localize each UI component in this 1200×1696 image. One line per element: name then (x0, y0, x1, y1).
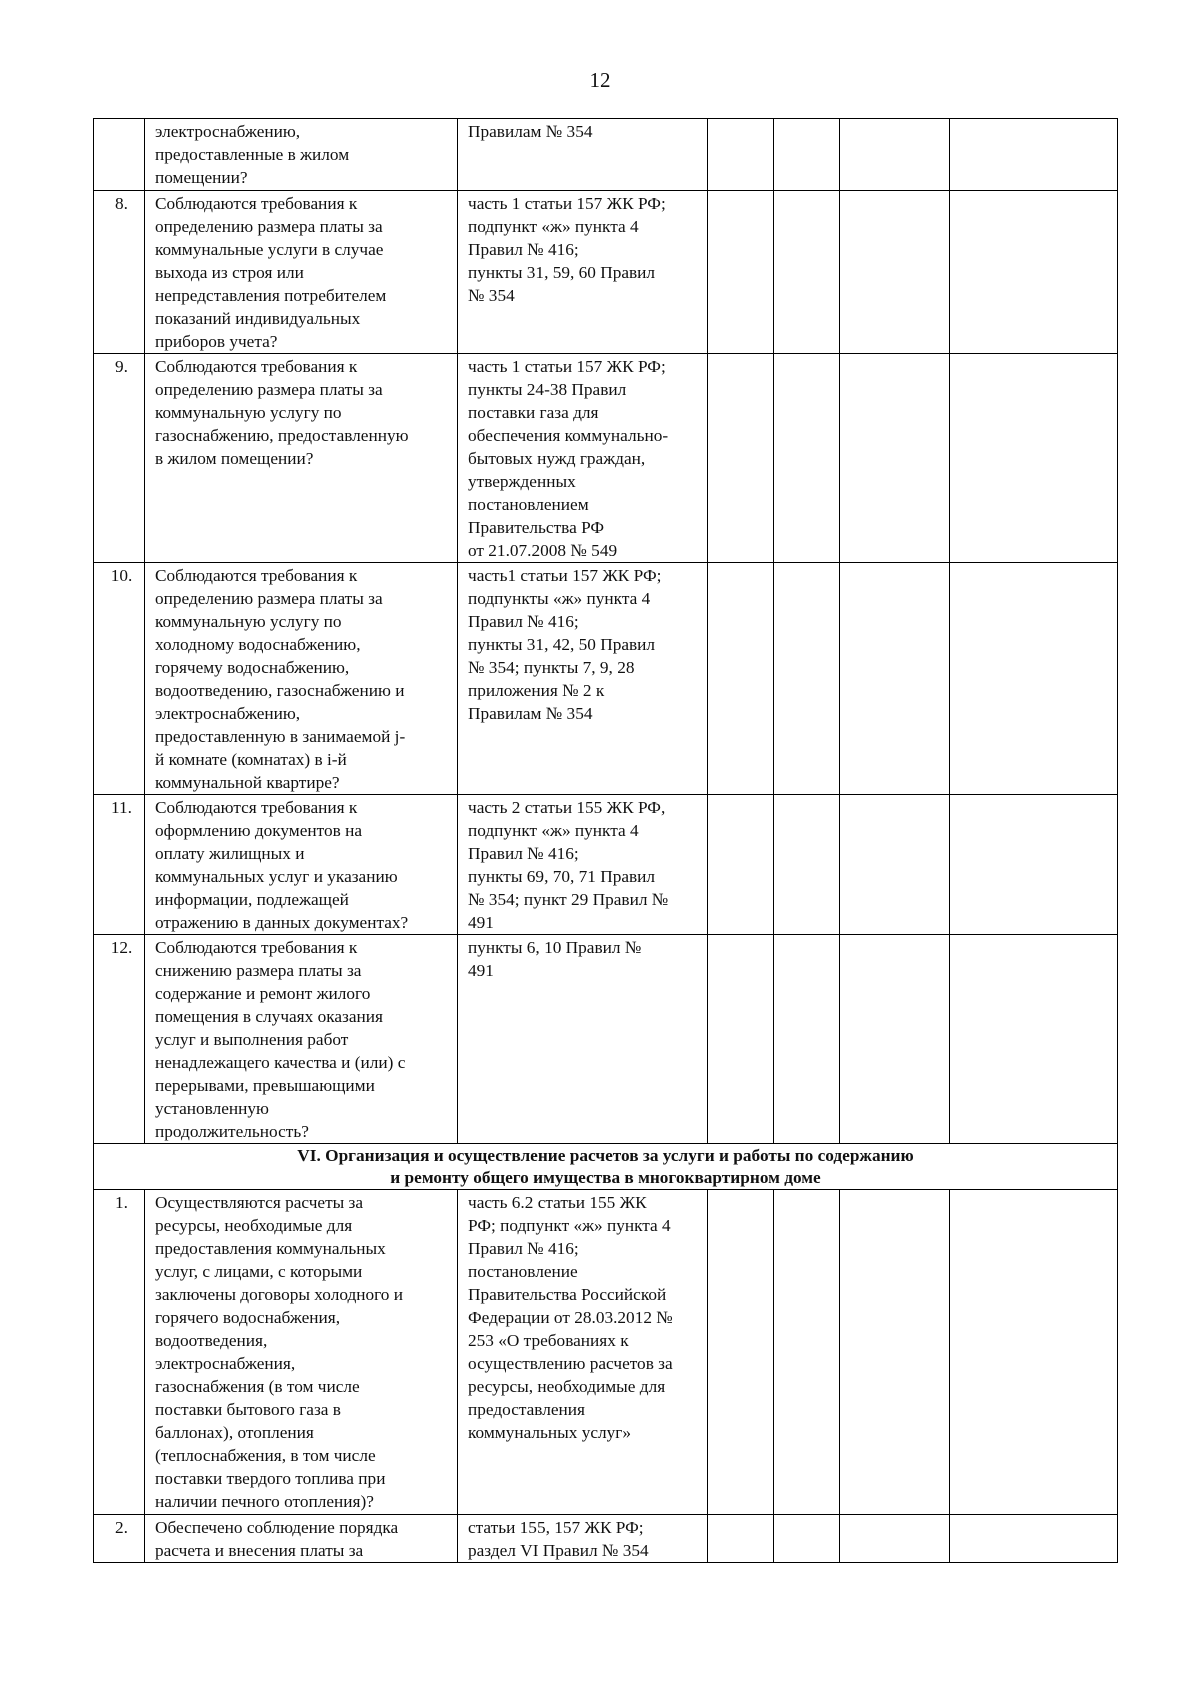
notes-cell[interactable] (950, 563, 1118, 795)
requirement-question: Обеспечено соблюдение порядка расчета и внесения платы за (145, 1515, 458, 1563)
answer-yes-cell[interactable] (708, 191, 774, 354)
answer-no-cell[interactable] (774, 191, 840, 354)
requirement-question: Соблюдаются требования к оформлению документов на оплату жилищных и коммунальных услуг и указанию информации, подлежащей отражению в данных документах? (145, 795, 458, 935)
answer-no-cell[interactable] (774, 1515, 840, 1563)
table-row (94, 119, 1118, 191)
legal-reference: пункты 6, 10 Правил № 491 (458, 935, 708, 1144)
answer-yes-cell[interactable] (708, 1190, 774, 1515)
answer-yes-cell[interactable] (708, 795, 774, 935)
legal-reference: часть 1 статьи 157 ЖК РФ; подпункт «ж» пункта 4 Правил № 416; пункты 31, 59, 60 Правил № 354 (458, 191, 708, 354)
table-row (94, 1515, 1118, 1563)
row-number: 2. (94, 1515, 145, 1563)
answer-no-cell[interactable] (774, 795, 840, 935)
page-number: 12 (589, 68, 611, 92)
requirement-question: Соблюдаются требования к снижению размера платы за содержание и ремонт жилого помещения в случаях оказания услуг и выполнения работ ненадлежащего качества и (или) с перерывами, превышающими установленную продолжительность? (145, 935, 458, 1144)
requirement-question: электроснабжению, предоставленные в жилом помещении? (145, 119, 458, 191)
row-number: 8. (94, 191, 145, 354)
notes-cell[interactable] (950, 935, 1118, 1144)
not-applicable-cell[interactable] (840, 795, 950, 935)
not-applicable-cell[interactable] (840, 1515, 950, 1563)
answer-yes-cell[interactable] (708, 354, 774, 563)
table-row (94, 563, 1118, 795)
row-number: 10. (94, 563, 145, 795)
answer-yes-cell[interactable] (708, 563, 774, 795)
answer-yes-cell[interactable] (708, 1515, 774, 1563)
table-row (94, 1190, 1118, 1515)
answer-no-cell[interactable] (774, 119, 840, 191)
answer-no-cell[interactable] (774, 935, 840, 1144)
legal-reference: часть1 статьи 157 ЖК РФ; подпункты «ж» пункта 4 Правил № 416; пункты 31, 42, 50 Правил № 354; пункты 7, 9, 28 приложения № 2 к Правилам № 354 (458, 563, 708, 795)
notes-cell[interactable] (950, 119, 1118, 191)
table-row (94, 191, 1118, 354)
not-applicable-cell[interactable] (840, 354, 950, 563)
table-row (94, 935, 1118, 1144)
notes-cell[interactable] (950, 1190, 1118, 1515)
not-applicable-cell[interactable] (840, 191, 950, 354)
row-number: 12. (94, 935, 145, 1144)
legal-reference: часть 2 статьи 155 ЖК РФ, подпункт «ж» пункта 4 Правил № 416; пункты 69, 70, 71 Правил № 354; пункт 29 Правил № 491 (458, 795, 708, 935)
not-applicable-cell[interactable] (840, 935, 950, 1144)
row-number: 1. (94, 1190, 145, 1515)
answer-no-cell[interactable] (774, 354, 840, 563)
requirement-question: Осуществляются расчеты за ресурсы, необходимые для предоставления коммунальных услуг, с лицами, с которыми заключены договоры холодного и горячего водоснабжения, водоотведения, электроснабжения, газоснабжения (в том числе поставки бытового газа в баллонах), отопления (теплоснабжения, в том числе поставки твердого топлива при наличии печного отопления)? (145, 1190, 458, 1515)
answer-yes-cell[interactable] (708, 119, 774, 191)
legal-reference: часть 1 статьи 157 ЖК РФ; пункты 24-38 Правил поставки газа для обеспечения коммунально- бытовых нужд граждан, утвержденных постановлением Правительства РФ от 21.07.2008 № 549 (458, 354, 708, 563)
answer-yes-cell[interactable] (708, 935, 774, 1144)
table-row (94, 795, 1118, 935)
row-number: 9. (94, 354, 145, 563)
row-number (94, 119, 145, 191)
legal-reference: часть 6.2 статьи 155 ЖК РФ; подпункт «ж» пункта 4 Правил № 416; постановление Правительства Российской Федерации от 28.03.2012 № 253 «О требованиях к осуществлению расчетов за ресурсы, необходимые для предоставления коммунальных услуг» (458, 1190, 708, 1515)
notes-cell[interactable] (950, 354, 1118, 563)
requirement-question: Соблюдаются требования к определению размера платы за коммунальную услугу по газоснабжению, предоставленную в жилом помещении? (145, 354, 458, 563)
notes-cell[interactable] (950, 1515, 1118, 1563)
requirement-question: Соблюдаются требования к определению размера платы за коммунальные услуги в случае выхода из строя или непредставления потребителем показаний индивидуальных приборов учета? (145, 191, 458, 354)
not-applicable-cell[interactable] (840, 119, 950, 191)
checklist-table (93, 118, 1118, 1563)
requirement-question: Соблюдаются требования к определению размера платы за коммунальную услугу по холодному водоснабжению, горячему водоснабжению, водоотведению, газоснабжению и электроснабжению, предоставленную в занимаемой j- й комнате (комнатах) в i-й коммунальной квартире? (145, 563, 458, 795)
legal-reference: Правилам № 354 (458, 119, 708, 191)
notes-cell[interactable] (950, 795, 1118, 935)
answer-no-cell[interactable] (774, 1190, 840, 1515)
not-applicable-cell[interactable] (840, 1190, 950, 1515)
table-row (94, 354, 1118, 563)
notes-cell[interactable] (950, 191, 1118, 354)
answer-no-cell[interactable] (774, 563, 840, 795)
section-heading: VI. Организация и осуществление расчетов за услуги и работы по содержанию и ремонту общего имущества в многоквартирном доме (94, 1144, 1118, 1190)
row-number: 11. (94, 795, 145, 935)
not-applicable-cell[interactable] (840, 563, 950, 795)
section-heading-row (94, 1144, 1118, 1190)
legal-reference: статьи 155, 157 ЖК РФ; раздел VI Правил № 354 (458, 1515, 708, 1563)
